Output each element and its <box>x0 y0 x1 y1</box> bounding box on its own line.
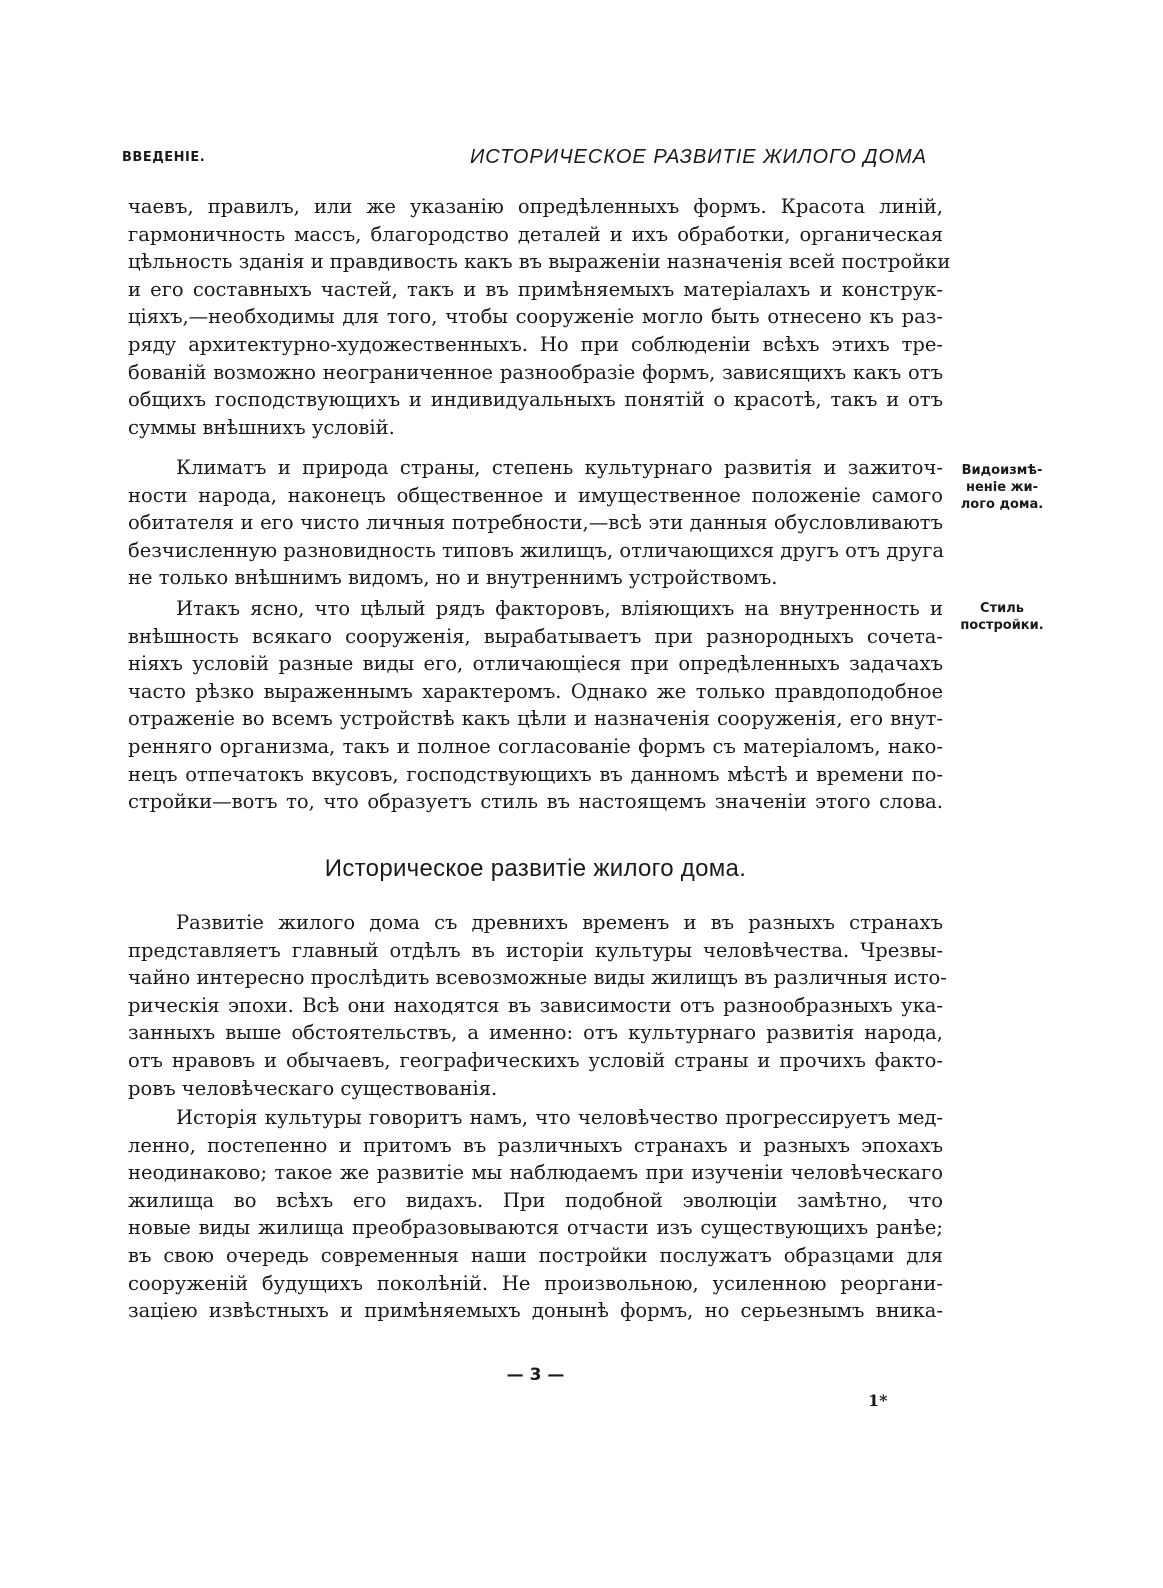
margin-note-line: лого дома. <box>960 497 1044 512</box>
text-line: гармоничность массъ, благородство деталей и ихъ обработки, органическая <box>128 222 943 246</box>
paragraph-4 <box>128 909 947 1102</box>
text-line: отъ нравовъ и обычаевъ, географическихъ условій страны и прочихъ факто- <box>128 1048 943 1072</box>
text-line: чайно интересно прослѣдить всевозможные виды жилищъ въ различныя исто- <box>128 966 947 990</box>
text-line: безчисленную разновидность типовъ жилищъ, отличающихся другъ отъ друга <box>128 538 945 562</box>
text-line: Исторія культуры говоритъ намъ, что человѣчество прогрессируетъ мед- <box>176 1106 943 1129</box>
text-line: ніяхъ условій разные виды его, отличающіеся при опредѣленныхъ задачахъ <box>128 652 943 676</box>
text-line: занныхъ выше обстоятельствъ, а именно: отъ культурнаго развитія народа, <box>128 1021 943 1045</box>
text-line: заціею извѣстныхъ и примѣняемыхъ донынѣ формъ, но серьезнымъ вника- <box>128 1299 943 1323</box>
signature-mark: 1* <box>868 1391 888 1410</box>
text-line: нецъ отпечатокъ вкусовъ, господствующихъ въ данномъ мѣстѣ и времени по- <box>128 762 943 786</box>
text-line: общихъ господствующихъ и индивидуальныхъ понятій о красотѣ, такъ и отъ <box>128 388 943 412</box>
margin-note-line: Стиль <box>980 601 1024 616</box>
text-line: представляетъ главный отдѣлъ въ исторіи культуры человѣчества. Чрезвы- <box>128 938 943 962</box>
text-line: Итакъ ясно, что цѣлый рядъ факторовъ, вліяющихъ на внутренность и <box>176 597 943 620</box>
text-line: Развитіе жилого дома съ древнихъ временъ и въ разныхъ странахъ <box>176 911 943 934</box>
text-line: Климатъ и природа страны, степень культурнаго развитія и зажиточ- <box>176 456 943 479</box>
margin-note-line: неніе жи- <box>965 480 1039 495</box>
text-line: рическія эпохи. Всѣ они находятся въ зависимости отъ разнообразныхъ ука- <box>128 993 943 1017</box>
margin-note-line: Видоизмѣ- <box>961 463 1043 478</box>
text-line: часто рѣзко выраженнымъ характеромъ. Однако же только правдоподобное <box>128 679 943 703</box>
text-line: новые виды жилища преобразовываются отчасти изъ существующихъ ранѣе; <box>128 1216 943 1240</box>
text-line: цѣльность зданія и правдивость какъ въ выраженіи назначенія всей постройки <box>128 250 951 274</box>
text-line: неодинаково; такое же развитіе мы наблюдаемъ при изученіи человѣческаго <box>128 1161 943 1185</box>
text-line: въ свою очередь современныя наши постройки послужатъ образцами для <box>128 1243 943 1267</box>
text-line: отраженіе во всемъ устройствѣ какъ цѣли и назначенія сооруженія, его внут- <box>128 707 943 731</box>
text-line: ровъ человѣческаго существованія. <box>128 1076 498 1100</box>
margin-note-building-style <box>952 600 1052 634</box>
paragraph-3 <box>128 595 943 816</box>
text-line: суммы внѣшнихъ условій. <box>128 415 395 439</box>
page-number: — 3 — <box>506 1365 565 1385</box>
text-line: стройки—вотъ то, что образуетъ стиль въ настоящемъ значеніи этого слова. <box>128 790 943 814</box>
text-line: жилища во всѣхъ его видахъ. При подобной эволюціи замѣтно, что <box>128 1188 943 1212</box>
paragraph-5 <box>128 1104 943 1325</box>
text-line: внѣшность всякаго сооруженія, вырабатываетъ при разнородныхъ сочета- <box>128 624 943 648</box>
paragraph-1 <box>128 193 951 441</box>
text-line: чаевъ, правилъ, или же указанію опредѣленныхъ формъ. Красота линій, <box>128 195 943 218</box>
section-label: ВВЕДЕНІЕ. <box>122 150 206 165</box>
text-line: ленно, постепенно и притомъ въ различныхъ странахъ и разныхъ эпохахъ <box>128 1133 943 1157</box>
text-line: обитателя и его чисто личныя потребности,—всѣ эти данныя обусловливаютъ <box>128 511 943 535</box>
text-line: ренняго организма, такъ и полное согласованіе формъ съ матеріаломъ, нако- <box>128 734 943 758</box>
running-title: ИСТОРИЧЕСКОЕ РАЗВИТІЕ ЖИЛОГО ДОМА <box>470 146 928 168</box>
section-heading: Историческое развитіе жилого дома. <box>324 855 747 882</box>
text-line: ціяхъ,—необходимы для того, чтобы сооруженіе могло быть отнесено къ раз- <box>128 305 943 329</box>
margin-note-house-variation <box>952 462 1052 513</box>
text-line: сооруженій будущихъ поколѣній. Не произвольною, усиленною реоргани- <box>128 1271 943 1295</box>
text-line: ряду архитектурно-художественныхъ. Но при соблюденіи всѣхъ этихъ тре- <box>128 332 943 356</box>
text-line: бованій возможно неограниченное разнообразіе формъ, зависящихъ какъ отъ <box>128 360 943 384</box>
text-line: не только внѣшнимъ видомъ, но и внутреннимъ устройствомъ. <box>128 566 778 590</box>
text-line: ности народа, наконецъ общественное и имущественное положеніе самого <box>128 483 943 507</box>
paragraph-2 <box>128 454 943 592</box>
margin-note-line: постройки. <box>960 618 1044 633</box>
text-line: и его составныхъ частей, такъ и въ примѣняемыхъ матеріалахъ и конструк- <box>128 277 943 301</box>
